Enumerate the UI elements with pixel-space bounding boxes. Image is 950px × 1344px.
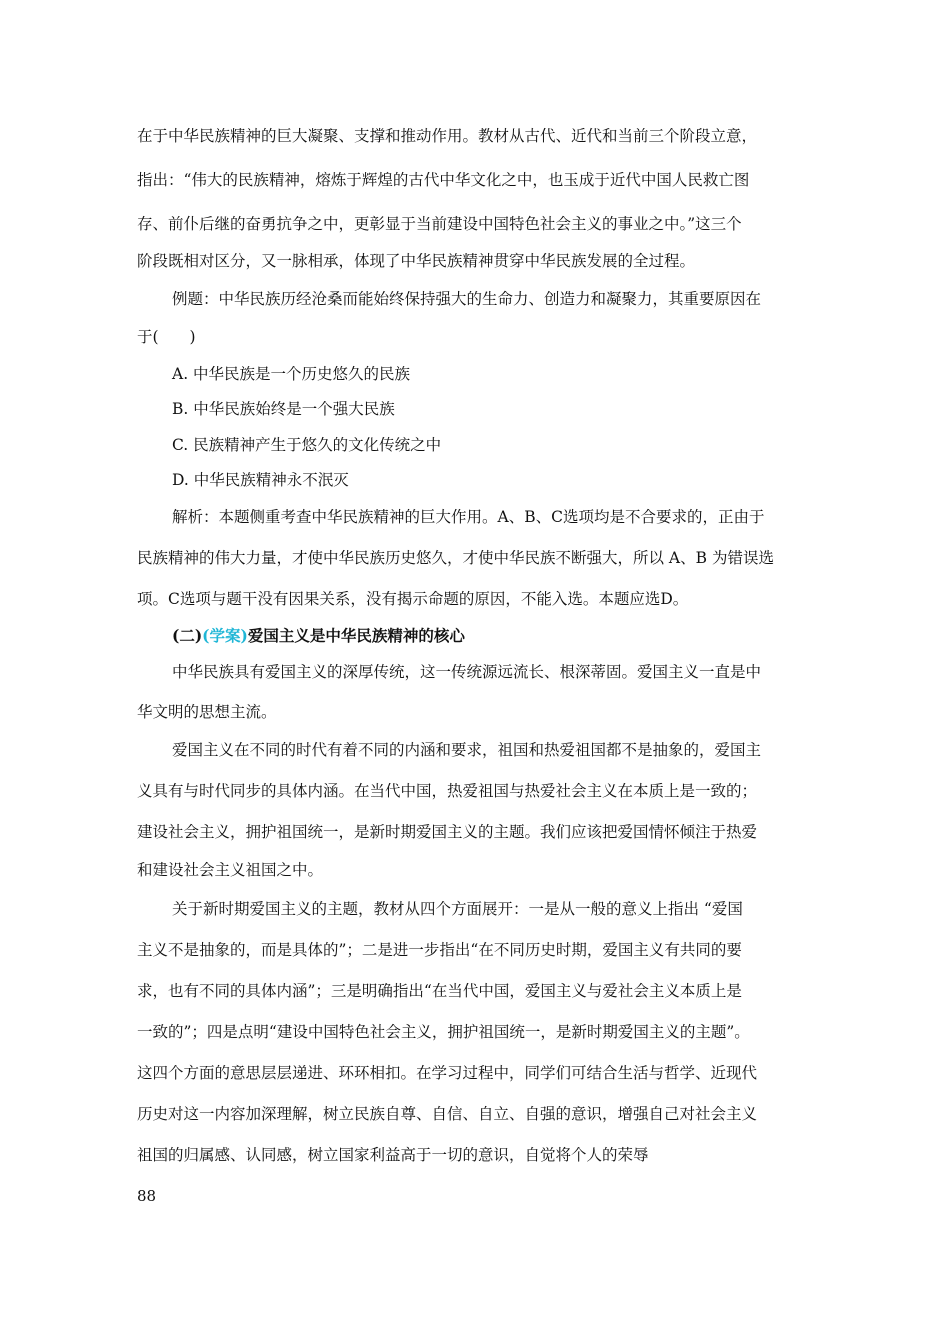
option-b: B. 中华民族始终是一个强大民族: [172, 400, 395, 418]
paragraph-line: 这四个方面的意思层层递进、环环相扣。在学习过程中，同学们可结合生活与哲学、近现代: [137, 1064, 758, 1082]
paragraph-line: 爱国主义在不同的时代有着不同的内涵和要求，祖国和热爱祖国都不是抽象的，爱国主: [172, 741, 762, 759]
analysis-line: 民族精神的伟大力量，才使中华民族历史悠久，才使中华民族不断强大，所以 A、B 为错误选: [137, 549, 774, 567]
paragraph-line: 一致的”；四是点明“建设中国特色社会主义，拥护祖国统一，是新时期爱国主义的主题”。: [137, 1023, 750, 1041]
paragraph-line: 存、前仆后继的奋勇抗争之中，更彰显于当前建设中国特色社会主义的事业之中。”这三个: [137, 215, 742, 233]
section-heading: [172, 626, 465, 646]
option-d: D. 中华民族精神永不泯灭: [172, 471, 349, 489]
paragraph-line: 祖国的归属感、认同感，树立国家利益高于一切的意识，自觉将个人的荣辱: [137, 1146, 649, 1164]
paragraph-line: 指出：“伟大的民族精神，熔炼于辉煌的古代中华文化之中，也玉成于近代中国人民救亡图: [137, 171, 750, 189]
paragraph-line: 中华民族具有爱国主义的深厚传统，这一传统源远流长、根深蒂固。爱国主义一直是中: [172, 663, 762, 681]
section-title: 爱国主义是中华民族精神的核心: [247, 626, 465, 645]
section-number: (二): [172, 626, 203, 645]
section-tag: (学案): [202, 626, 248, 645]
paragraph-line: 关于新时期爱国主义的主题，教材从四个方面展开：一是从一般的意义上指出 “爱国: [172, 900, 743, 918]
paragraph-line: 华文明的思想主流。: [137, 703, 277, 721]
analysis-line: 解析：本题侧重考查中华民族精神的巨大作用。A、B、C选项均是不合要求的，正由于: [172, 508, 765, 526]
paragraph-line: 历史对这一内容加深理解，树立民族自尊、自信、自立、自强的意识，增强自己对社会主义: [137, 1105, 758, 1123]
paragraph-line: 阶段既相对区分，又一脉相承，体现了中华民族精神贯穿中华民族发展的全过程。: [137, 252, 696, 270]
analysis-line: 项。C选项与题干没有因果关系，没有揭示命题的原因，不能入选。本题应选D。: [137, 590, 689, 608]
paragraph-line: 在于中华民族精神的巨大凝聚、支撑和推动作用。教材从古代、近代和当前三个阶段立意，: [137, 127, 758, 145]
page-number: 88: [137, 1187, 157, 1205]
paragraph-line: 求，也有不同的具体内涵”；三是明确指出“在当代中国，爱国主义与爱社会主义本质上是: [137, 982, 742, 1000]
paragraph-line: 义具有与时代同步的具体内涵。在当代中国，热爱祖国与热爱社会主义在本质上是一致的；: [137, 782, 758, 800]
option-c: C. 民族精神产生于悠久的文化传统之中: [172, 436, 442, 454]
paragraph-line: 主义不是抽象的，而是具体的”；二是进一步指出“在不同历史时期，爱国主义有共同的要: [137, 941, 742, 959]
option-a: A. 中华民族是一个历史悠久的民族: [172, 365, 411, 383]
example-question-line: 例题：中华民族历经沧桑而能始终保持强大的生命力、创造力和凝聚力，其重要原因在: [172, 290, 762, 308]
paragraph-line: 和建设社会主义祖国之中。: [137, 861, 324, 879]
paragraph-line: 建设社会主义，拥护祖国统一，是新时期爱国主义的主题。我们应该把爱国情怀倾注于热爱: [137, 823, 758, 841]
example-question-line: 于( ): [137, 328, 196, 346]
